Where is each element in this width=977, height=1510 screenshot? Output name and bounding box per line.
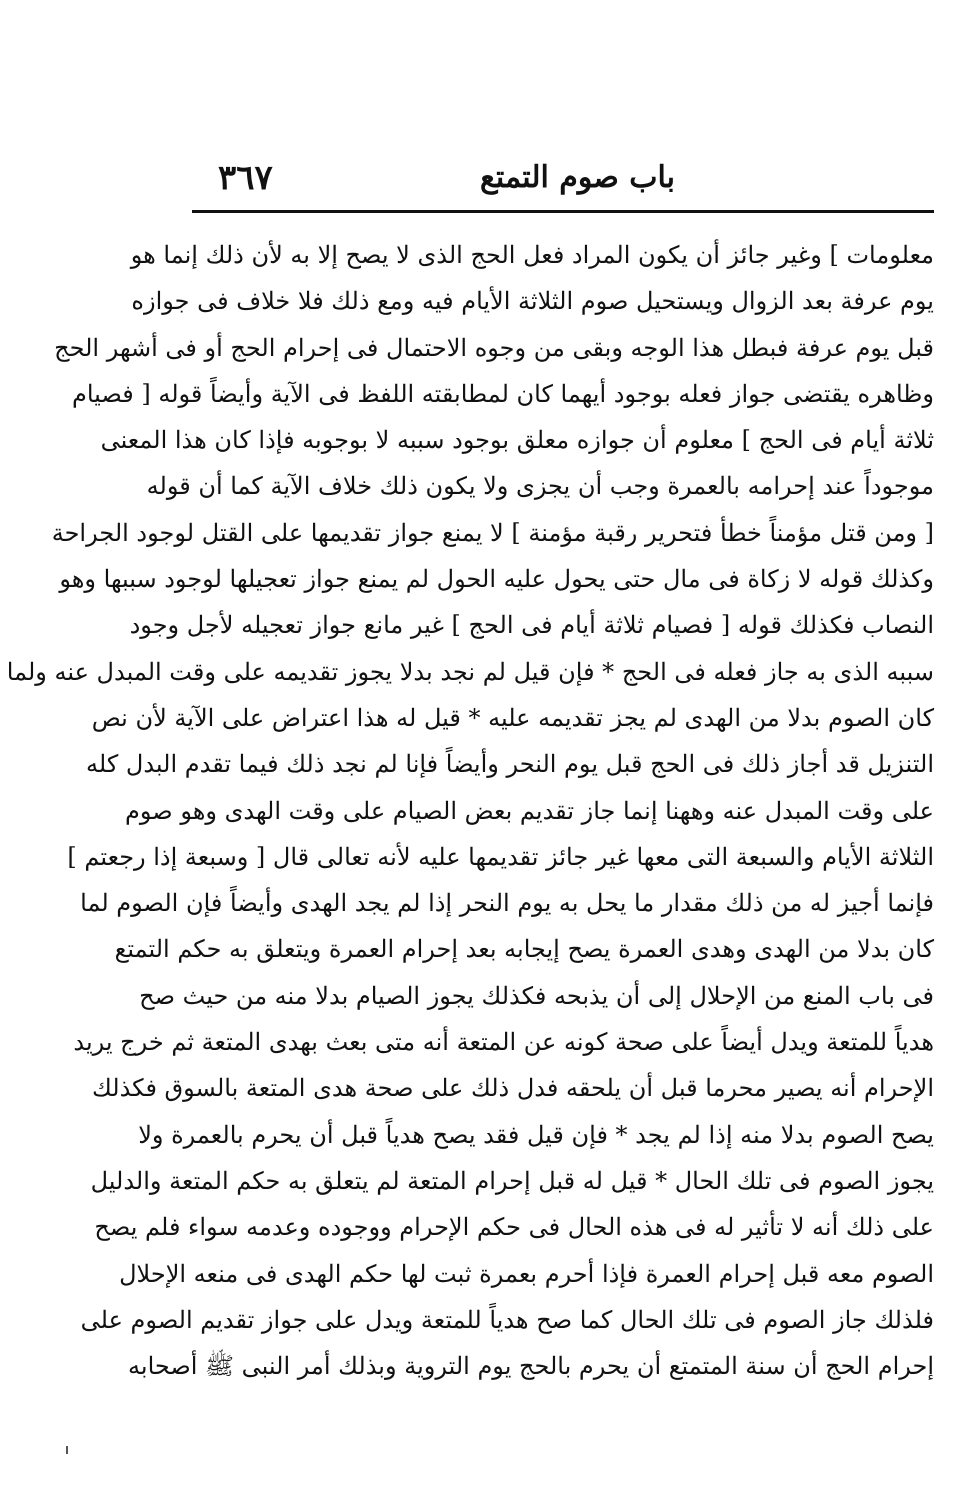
text-line: الصوم معه قبل إحرام العمرة فإذا أحرم بعمرة ثبت لها حكم الهدى فى منعه الإحلال (119, 1259, 934, 1288)
text-line: موجوداً عند إحرامه بالعمرة وجب أن يجزى ولا يكون ذلك خلاف الآية كما أن قوله (146, 472, 934, 501)
body-text (6, 232, 934, 1389)
text-line: فإنما أجيز له من ذلك مقدار ما يحل به يوم النحر إذا لم يجد الهدى وأيضاً فإن الصوم لما (80, 889, 934, 918)
text-line: فى باب المنع من الإحلال إلى أن يذبحه فكذلك يجوز الصيام بدلا منه من حيث صح (139, 981, 934, 1010)
page-number: ٣٦٧ (218, 158, 273, 198)
chapter-title: باب صوم التمتع (479, 160, 675, 195)
scan-speck (66, 1446, 68, 1454)
text-line: على وقت المبدل عنه وههنا إنما جاز تقديم بعض الصيام على وقت الهدى وهو صوم (125, 796, 934, 825)
text-line: معلومات ] وغير جائز أن يكون المراد فعل الحج الذى لا يصح إلا به لأن ذلك إنما هو (130, 241, 934, 269)
text-line: يجوز الصوم فى تلك الحال * قيل له قبل إحرام المتعة لم يتعلق به حكم المتعة والدليل (90, 1166, 934, 1195)
text-line: الثلاثة الأيام والسبعة التى معها غير جائز تقديمها عليه لأنه تعالى قال [ وسبعة إذا رجعتم ] (67, 842, 934, 871)
text-line: وظاهره يقتضى جواز فعله بوجود أيهما كان لمطابقته اللفظ فى الآية وأيضاً قوله [ فصيام (72, 379, 934, 408)
text-line: يوم عرفة بعد الزوال ويستحيل صوم الثلاثة الأيام فيه ومع ذلك فلا خلاف فى جوازه (131, 287, 934, 316)
text-line: التنزيل قد أجاز ذلك فى الحج قبل يوم النحر وأيضاً فإنا لم نجد ذلك فيما تقدم البدل كله (86, 750, 934, 779)
text-line: الإحرام أنه يصير محرما قبل أن يلحقه فدل ذلك على صحة هدى المتعة بالسوق فكذلك (92, 1074, 934, 1103)
text-line: هدياً للمتعة ويدل أيضاً على صحة كونه عن المتعة أنه متى بعث بهدى المتعة ثم خرج يريد (73, 1028, 934, 1057)
text-line: [ ومن قتل مؤمناً خطأ فتحرير رقبة مؤمنة ] لا يمنع جواز تقديمها على القتل لوجود الجراحة (51, 518, 934, 547)
text-line: ثلاثة أيام فى الحج ] معلوم أن جوازه معلق بوجود سببه لا بوجوبه فإذا كان هذا المعنى (100, 426, 934, 455)
text-line: سببه الذى به جاز فعله فى الحج * فإن قيل لم نجد بدلا يجوز تقديمه على وقت المبدل عنه ولما (6, 657, 934, 686)
text-line: قبل يوم عرفة فبطل هذا الوجه وبقى من وجوه الاحتمال فى إحرام الحج أو فى أشهر الحج (54, 333, 934, 362)
text-line: على ذلك أنه لا تأثير له فى هذه الحال فى حكم الإحرام ووجوده وعدمه سواء فلم يصح (94, 1213, 934, 1242)
text-line: كان الصوم بدلا من الهدى لم يجز تقديمه عليه * قيل له هذا اعتراض على الآية لأن نص (91, 703, 934, 732)
text-line: كان بدلا من الهدى وهدى العمرة يصح إيجابه بعد إحرام العمرة ويتعلق به حكم التمتع (114, 935, 934, 964)
text-line: يصح الصوم بدلا منه إذا لم يجد * فإن قيل فقد يصح هدياً قبل أن يحرم بالعمرة ولا (138, 1120, 934, 1149)
text-line: إحرام الحج أن سنة المتمتع أن يحرم بالحج يوم التروية وبذلك أمر النبى ﷺ أصحابه (128, 1352, 934, 1381)
page-header (200, 158, 930, 208)
text-line: وكذلك قوله لا زكاة فى مال حتى يحول عليه الحول لم يمنع جواز تعجيلها لوجود سببها وهو (59, 565, 934, 594)
text-line: النصاب فكذلك قوله [ فصيام ثلاثة أيام فى الحج ] غير مانع جواز تعجيله لأجل وجود (129, 611, 934, 640)
header-divider (192, 210, 934, 213)
text-line: فلذلك جاز الصوم فى تلك الحال كما صح هدياً للمتعة ويدل على جواز تقديم الصوم على (80, 1305, 934, 1334)
